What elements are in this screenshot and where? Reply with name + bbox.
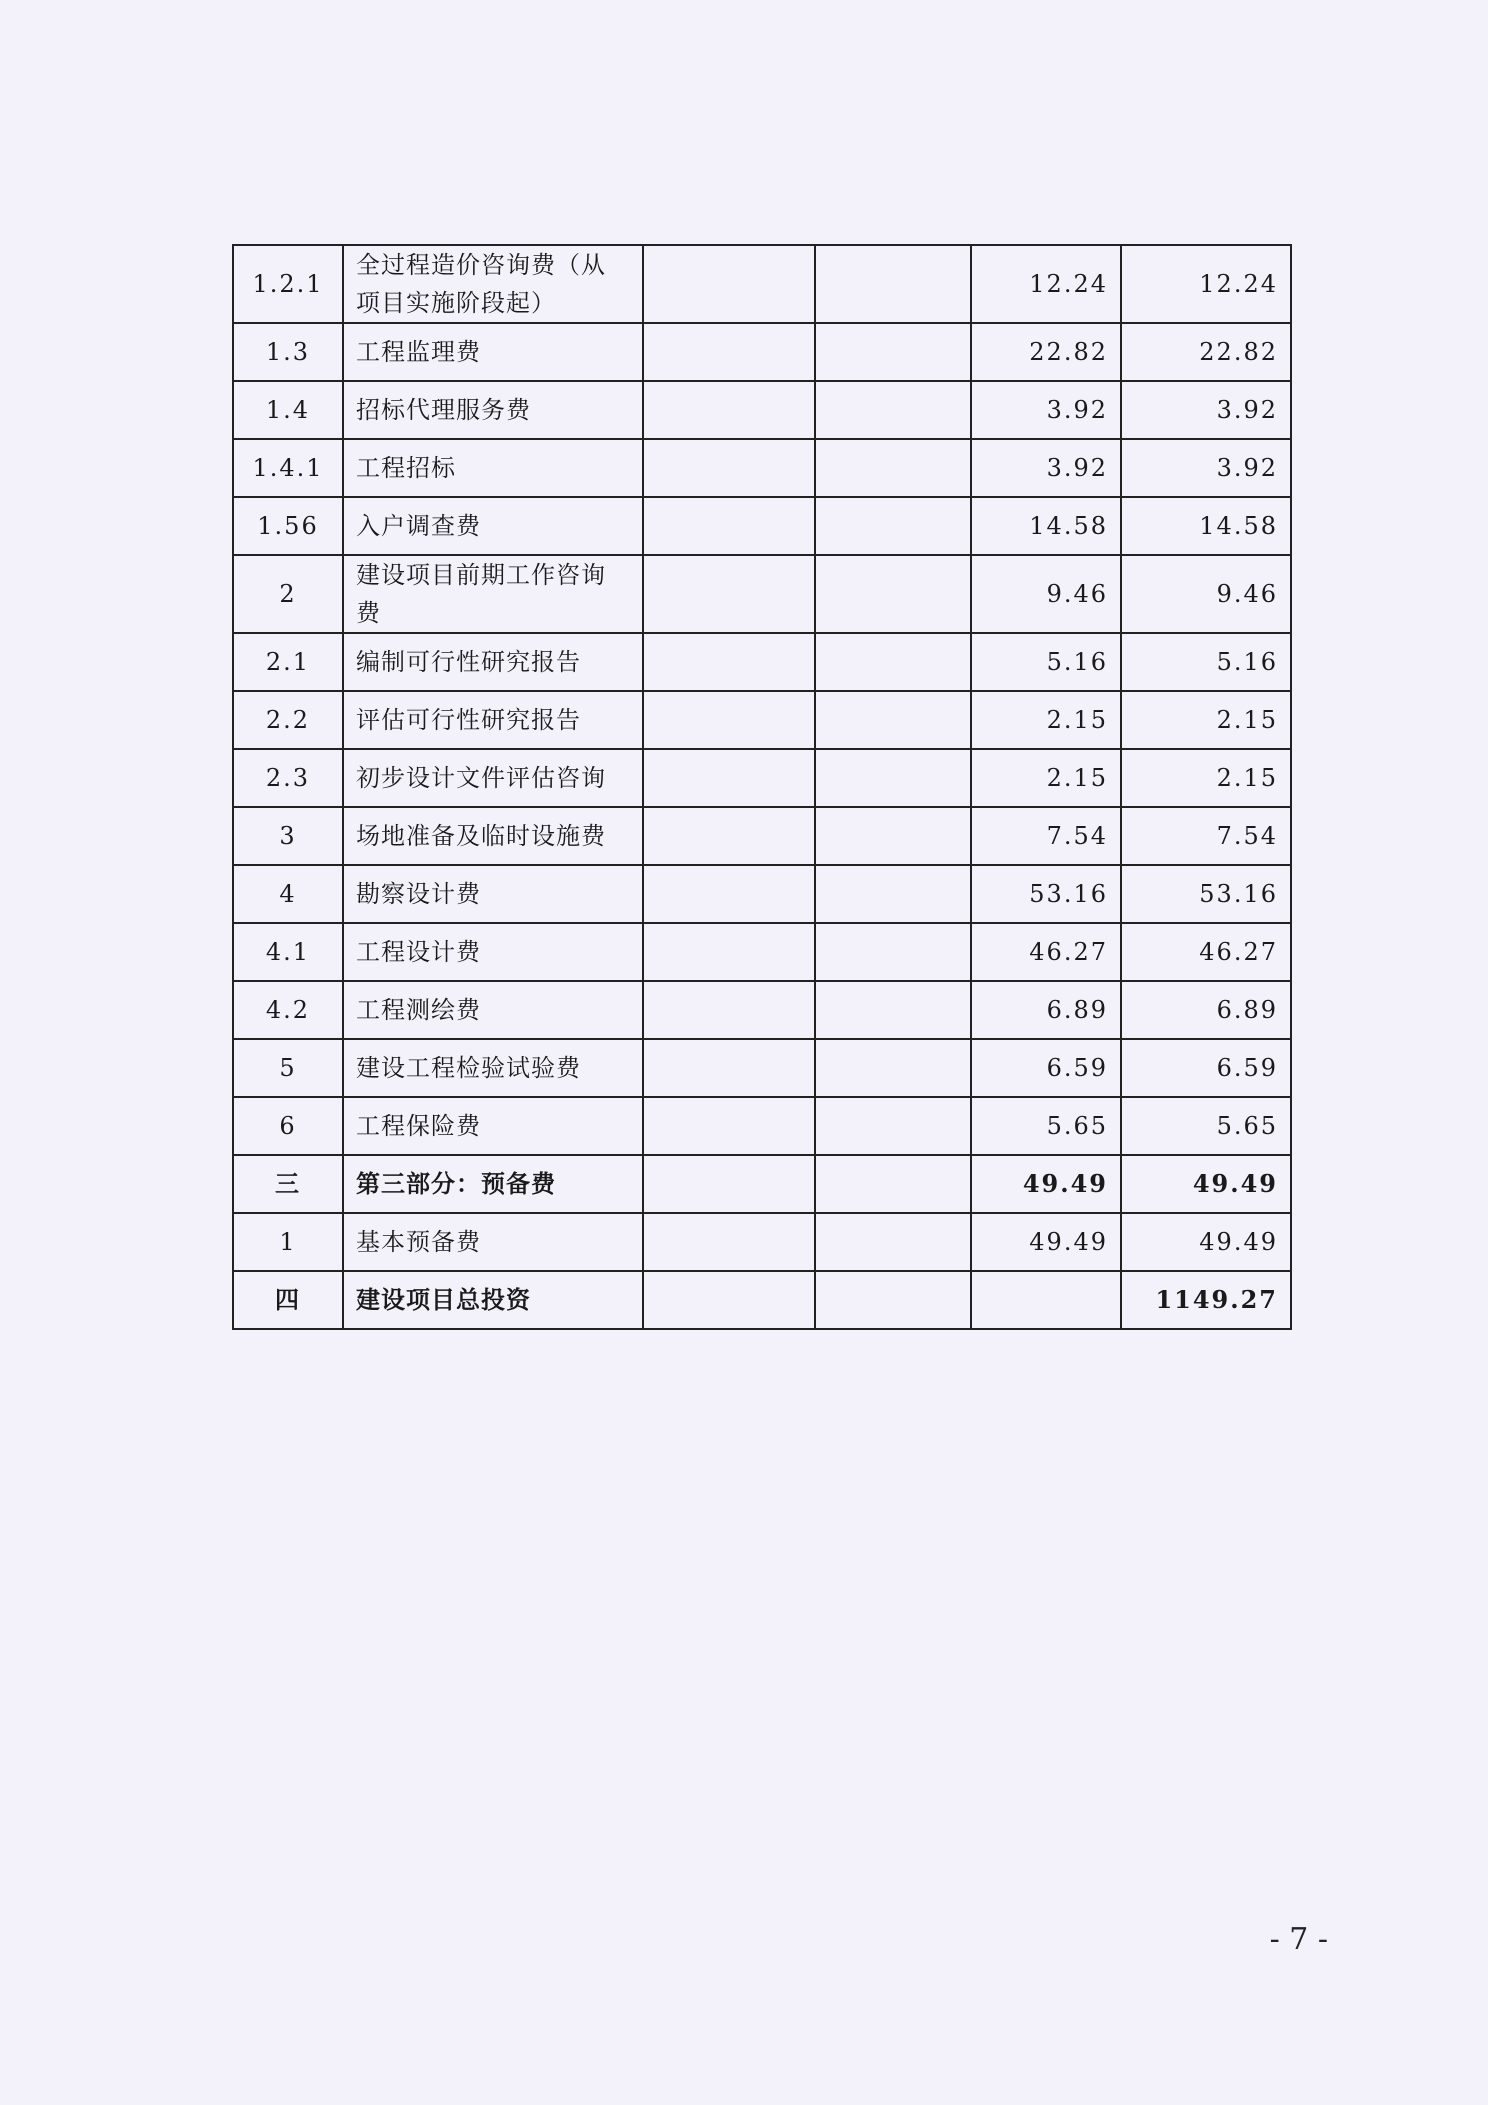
amount-cell: 5.65 [971,1097,1121,1155]
column-3-cell [643,981,815,1039]
amount-cell: 7.54 [971,807,1121,865]
column-3-cell [643,691,815,749]
column-3-cell [643,1097,815,1155]
total-amount-cell: 7.54 [1121,807,1291,865]
amount-cell: 49.49 [971,1155,1121,1213]
column-3-cell [643,555,815,633]
total-amount-cell: 5.16 [1121,633,1291,691]
table-row [233,1271,1291,1329]
item-number-cell: 2.2 [233,691,343,749]
total-amount-cell: 5.65 [1121,1097,1291,1155]
table-row [233,749,1291,807]
column-4-cell [815,323,971,381]
total-amount-cell: 2.15 [1121,749,1291,807]
item-name-cell: 工程保险费 [343,1097,643,1155]
column-4-cell [815,807,971,865]
item-name-cell: 建设工程检验试验费 [343,1039,643,1097]
amount-cell: 3.92 [971,381,1121,439]
item-number-cell: 5 [233,1039,343,1097]
item-number-cell: 四 [233,1271,343,1329]
amount-cell: 49.49 [971,1213,1121,1271]
amount-cell: 9.46 [971,555,1121,633]
column-4-cell [815,633,971,691]
column-4-cell [815,1213,971,1271]
column-4-cell [815,749,971,807]
item-name-cell: 工程设计费 [343,923,643,981]
budget-table-body [233,245,1291,1329]
amount-cell: 53.16 [971,865,1121,923]
column-3-cell [643,1271,815,1329]
table-row [233,807,1291,865]
total-amount-cell: 9.46 [1121,555,1291,633]
amount-cell: 6.59 [971,1039,1121,1097]
table-row [233,865,1291,923]
item-number-cell: 1.4.1 [233,439,343,497]
total-amount-cell: 49.49 [1121,1155,1291,1213]
item-name-cell: 建设项目总投资 [343,1271,643,1329]
table-row [233,1155,1291,1213]
item-name-cell: 工程测绘费 [343,981,643,1039]
item-number-cell: 6 [233,1097,343,1155]
total-amount-cell: 46.27 [1121,923,1291,981]
column-4-cell [815,245,971,323]
item-name-cell: 招标代理服务费 [343,381,643,439]
column-4-cell [815,497,971,555]
total-amount-cell: 6.59 [1121,1039,1291,1097]
item-number-cell: 2 [233,555,343,633]
table-row [233,497,1291,555]
item-number-cell: 3 [233,807,343,865]
column-4-cell [815,923,971,981]
item-number-cell: 1.56 [233,497,343,555]
budget-table [232,244,1292,1330]
total-amount-cell: 22.82 [1121,323,1291,381]
column-4-cell [815,1271,971,1329]
table-row [233,323,1291,381]
item-number-cell: 1.4 [233,381,343,439]
column-3-cell [643,865,815,923]
amount-cell: 14.58 [971,497,1121,555]
amount-cell: 3.92 [971,439,1121,497]
column-3-cell [643,1039,815,1097]
column-4-cell [815,1039,971,1097]
item-number-cell: 三 [233,1155,343,1213]
amount-cell: 2.15 [971,691,1121,749]
item-name-cell: 评估可行性研究报告 [343,691,643,749]
table-row [233,1039,1291,1097]
item-name-cell: 建设项目前期工作咨询费 [343,555,643,633]
item-number-cell: 4 [233,865,343,923]
column-4-cell [815,1155,971,1213]
amount-cell: 46.27 [971,923,1121,981]
item-name-cell: 工程招标 [343,439,643,497]
table-row [233,245,1291,323]
item-number-cell: 1.2.1 [233,245,343,323]
amount-cell: 6.89 [971,981,1121,1039]
table-row [233,555,1291,633]
total-amount-cell: 1149.27 [1121,1271,1291,1329]
total-amount-cell: 2.15 [1121,691,1291,749]
item-number-cell: 1 [233,1213,343,1271]
column-3-cell [643,633,815,691]
column-3-cell [643,323,815,381]
total-amount-cell: 3.92 [1121,381,1291,439]
table-row [233,691,1291,749]
item-name-cell: 入户调查费 [343,497,643,555]
item-number-cell: 4.2 [233,981,343,1039]
table-row [233,1213,1291,1271]
item-name-cell: 全过程造价咨询费（从项目实施阶段起） [343,245,643,323]
total-amount-cell: 12.24 [1121,245,1291,323]
table-row [233,633,1291,691]
column-4-cell [815,381,971,439]
table-row [233,381,1291,439]
item-name-cell: 工程监理费 [343,323,643,381]
item-number-cell: 4.1 [233,923,343,981]
column-3-cell [643,497,815,555]
table-row [233,1097,1291,1155]
amount-cell: 2.15 [971,749,1121,807]
item-number-cell: 1.3 [233,323,343,381]
column-3-cell [643,245,815,323]
total-amount-cell: 49.49 [1121,1213,1291,1271]
total-amount-cell: 3.92 [1121,439,1291,497]
item-name-cell: 第三部分：预备费 [343,1155,643,1213]
column-4-cell [815,865,971,923]
column-4-cell [815,555,971,633]
table-row [233,981,1291,1039]
total-amount-cell: 14.58 [1121,497,1291,555]
item-number-cell: 2.3 [233,749,343,807]
column-4-cell [815,981,971,1039]
amount-cell [971,1271,1121,1329]
column-4-cell [815,1097,971,1155]
page-number: - 7 - [1269,1922,1328,1957]
table-row [233,439,1291,497]
column-4-cell [815,439,971,497]
column-3-cell [643,381,815,439]
column-3-cell [643,439,815,497]
item-name-cell: 场地准备及临时设施费 [343,807,643,865]
total-amount-cell: 53.16 [1121,865,1291,923]
amount-cell: 12.24 [971,245,1121,323]
item-name-cell: 初步设计文件评估咨询 [343,749,643,807]
item-name-cell: 基本预备费 [343,1213,643,1271]
column-4-cell [815,691,971,749]
column-3-cell [643,1213,815,1271]
column-3-cell [643,807,815,865]
total-amount-cell: 6.89 [1121,981,1291,1039]
amount-cell: 22.82 [971,323,1121,381]
item-name-cell: 编制可行性研究报告 [343,633,643,691]
column-3-cell [643,923,815,981]
amount-cell: 5.16 [971,633,1121,691]
column-3-cell [643,749,815,807]
column-3-cell [643,1155,815,1213]
table-row [233,923,1291,981]
item-name-cell: 勘察设计费 [343,865,643,923]
item-number-cell: 2.1 [233,633,343,691]
